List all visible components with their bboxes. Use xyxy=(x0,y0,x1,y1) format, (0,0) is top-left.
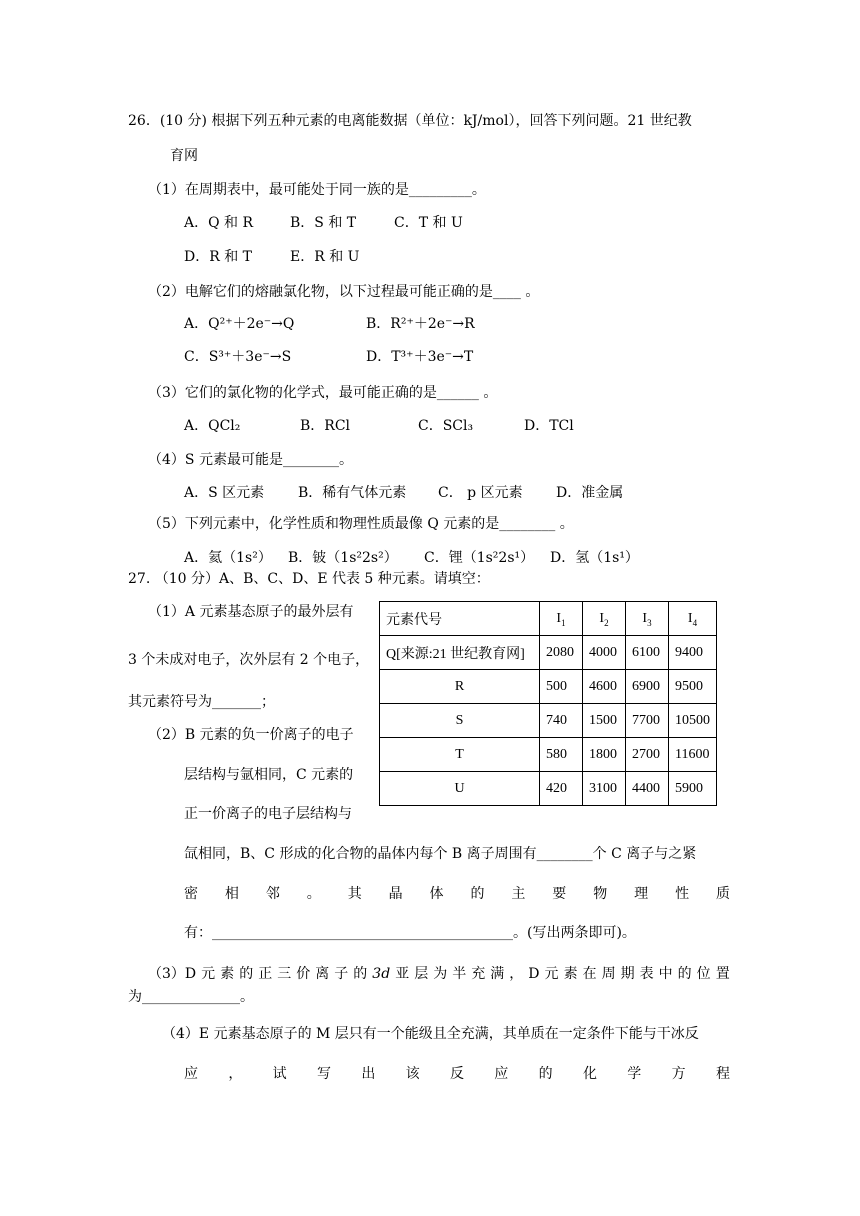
value-cell: 5900 xyxy=(669,772,717,806)
value-cell: 1500 xyxy=(583,704,626,738)
value-cell: 740 xyxy=(540,704,583,738)
char: 其 xyxy=(347,886,362,902)
char: 为 xyxy=(433,966,448,982)
table-row xyxy=(380,738,717,772)
q27-part1-line1: （1）A 元素基态原子的最外层有 xyxy=(148,604,354,620)
option-e: E．R 和 U xyxy=(290,249,360,265)
option-a: A．QCl₂ xyxy=(184,418,241,434)
q27-part3-spaced-line xyxy=(148,964,730,984)
char: 体 xyxy=(429,886,444,902)
char: 主 xyxy=(511,886,526,902)
char: 三 xyxy=(277,966,292,982)
q27-part2-line3: 正一价离子的电子层结构与 xyxy=(184,806,352,822)
value-cell: 10500 xyxy=(669,704,717,738)
char: 元 xyxy=(544,966,559,982)
header-i2: $I_2$ xyxy=(583,602,626,636)
option-a: A．Q²⁺＋2e⁻→Q xyxy=(184,316,295,332)
char: 程 xyxy=(715,1066,730,1082)
char: 层 xyxy=(414,966,429,982)
char: 3d xyxy=(372,966,391,982)
option-d: D．TCl xyxy=(524,418,574,434)
char: 理 xyxy=(634,886,649,902)
option-c: C．锂（1s²2s¹） xyxy=(424,550,535,566)
q27-part3-answer-line: 为______________。 xyxy=(128,989,254,1005)
element-code: R xyxy=(380,670,540,704)
value-cell: 6900 xyxy=(626,670,669,704)
value-cell: 6100 xyxy=(626,636,669,670)
char: 在 xyxy=(582,966,597,982)
char: 应 xyxy=(494,1066,509,1082)
char: 中 xyxy=(658,966,673,982)
q27-part2-line4: 氙相同，B、C 形成的化合物的晶体内每个 B 离子周围有________个 C 离子与之紧 xyxy=(184,846,697,862)
char: 。 xyxy=(306,886,321,902)
char: 相 xyxy=(224,886,239,902)
char: ， xyxy=(228,1066,243,1082)
table-row xyxy=(380,704,717,738)
q26-part3: （3）它们的氯化物的化学式，最可能正确的是______ 。 xyxy=(148,385,498,401)
char: 亚 xyxy=(395,966,410,982)
value-cell: 9500 xyxy=(669,670,717,704)
option-b: B．RCl xyxy=(300,418,351,434)
char: 应 xyxy=(184,1066,198,1082)
ionization-energy-table xyxy=(379,601,717,806)
element-code: S xyxy=(380,704,540,738)
char: 素 xyxy=(563,966,578,982)
option-d: D．准金属 xyxy=(556,485,624,501)
q27-part2-answer-line: 有：___________________________________________。(写出两条即可)。 xyxy=(184,925,636,941)
char: 物 xyxy=(593,886,608,902)
value-cell: 9400 xyxy=(669,636,717,670)
char: D xyxy=(528,966,540,982)
char: 的 xyxy=(239,966,254,982)
char: 价 xyxy=(296,966,311,982)
char: 周 xyxy=(601,966,616,982)
q26-part5: （5）下列元素中，化学性质和物理性质最像 Q 元素的是________ 。 xyxy=(148,516,574,532)
option-c: C．T 和 U xyxy=(394,215,463,231)
char: 置 xyxy=(715,966,730,982)
char: 出 xyxy=(361,1066,376,1082)
q26-part4: （4）S 元素最可能是________。 xyxy=(148,452,353,468)
option-a: A．S 区元素 xyxy=(184,485,265,501)
option-c: C．SCl₃ xyxy=(418,418,474,434)
option-b: B．R²⁺＋2e⁻→R xyxy=(366,316,475,332)
option-a: A．氦（1s²） xyxy=(184,550,272,566)
q27-part2-line1: （2）B 元素的负一价离子的电子 xyxy=(148,727,354,743)
table-row xyxy=(380,636,717,670)
element-code: T xyxy=(380,738,540,772)
q27-part2-line2: 层结构与氩相同，C 元素的 xyxy=(184,767,354,783)
option-d: D．T³⁺＋3e⁻→T xyxy=(366,349,474,365)
char: 该 xyxy=(405,1066,420,1082)
q27-part2-spaced-line xyxy=(184,884,730,904)
q27-part1-line2: 3 个未成对电子，次外层有 2 个电子， xyxy=(128,652,370,668)
element-code: U xyxy=(380,772,540,806)
char: （3）D xyxy=(148,966,197,982)
char: 写 xyxy=(316,1066,331,1082)
char: 正 xyxy=(258,966,273,982)
table-header-row xyxy=(380,602,717,636)
char: 子 xyxy=(334,966,349,982)
element-code: Q[来源:21 世纪教育网] xyxy=(380,636,540,670)
table-row xyxy=(380,772,717,806)
value-cell: 2700 xyxy=(626,738,669,772)
value-cell: 2080 xyxy=(540,636,583,670)
char: 满 xyxy=(490,966,505,982)
char: 方 xyxy=(671,1066,686,1082)
value-cell: 3100 xyxy=(583,772,626,806)
char: 离 xyxy=(315,966,330,982)
table-row xyxy=(380,670,717,704)
value-cell: 500 xyxy=(540,670,583,704)
option-d: D．R 和 T xyxy=(184,249,253,265)
option-b: B．铍（1s²2s²） xyxy=(288,550,398,566)
char: 要 xyxy=(552,886,567,902)
char: 的 xyxy=(538,1066,553,1082)
char: 反 xyxy=(449,1066,464,1082)
option-d: D．氢（1s¹） xyxy=(550,550,639,566)
value-cell: 420 xyxy=(540,772,583,806)
char: 密 xyxy=(184,886,198,902)
char: 的 xyxy=(470,886,485,902)
char: 质 xyxy=(715,886,730,902)
q27-part4-line1: （4）E 元素基态原子的 M 层只有一个能级且全充满，其单质在一定条件下能与干冰反 xyxy=(162,1026,699,1042)
q26-part1: （1）在周期表中，最可能处于同一族的是_________。 xyxy=(148,182,486,198)
char: 充 xyxy=(471,966,486,982)
char: 元 xyxy=(201,966,216,982)
q26-part2: （2）电解它们的熔融氯化物，以下过程最可能正确的是____ 。 xyxy=(148,284,540,300)
q27-stem: 27. （10 分）A、B、C、D、E 代表 5 种元素。请填空： xyxy=(128,571,490,587)
option-c: C．S³⁺＋3e⁻→S xyxy=(184,349,292,365)
value-cell: 11600 xyxy=(669,738,717,772)
char: 表 xyxy=(639,966,654,982)
char: 位 xyxy=(696,966,711,982)
option-b: B．S 和 T xyxy=(290,215,357,231)
header-element-code: 元素代号 xyxy=(380,602,540,636)
q27-part4-spaced-line xyxy=(184,1064,730,1084)
value-cell: 1800 xyxy=(583,738,626,772)
char: 半 xyxy=(452,966,467,982)
value-cell: 4400 xyxy=(626,772,669,806)
header-i4: $I_4$ xyxy=(669,602,717,636)
header-i1: $I_1$ xyxy=(540,602,583,636)
value-cell: 4000 xyxy=(583,636,626,670)
char: 的 xyxy=(677,966,692,982)
char: 试 xyxy=(272,1066,287,1082)
char: 素 xyxy=(220,966,235,982)
char: 晶 xyxy=(388,886,403,902)
char: 期 xyxy=(620,966,635,982)
option-b: B．稀有气体元素 xyxy=(298,485,407,501)
header-i3: $I_3$ xyxy=(626,602,669,636)
value-cell: 4600 xyxy=(583,670,626,704)
option-a: A．Q 和 R xyxy=(184,215,254,231)
value-cell: 7700 xyxy=(626,704,669,738)
option-c: C． p 区元素 xyxy=(438,485,523,501)
char: 的 xyxy=(353,966,368,982)
q27-part1-line3: 其元素符号为_______； xyxy=(128,694,275,710)
char: ， xyxy=(509,966,524,982)
char: 学 xyxy=(627,1066,642,1082)
char: 性 xyxy=(675,886,690,902)
value-cell: 580 xyxy=(540,738,583,772)
q26-stem-cont: 育网 xyxy=(170,148,198,164)
char: 邻 xyxy=(265,886,280,902)
q26-stem: 26．(10 分) 根据下列五种元素的电离能数据（单位：kJ/mol），回答下列问题。21 世纪教 xyxy=(128,113,692,129)
char: 化 xyxy=(582,1066,597,1082)
